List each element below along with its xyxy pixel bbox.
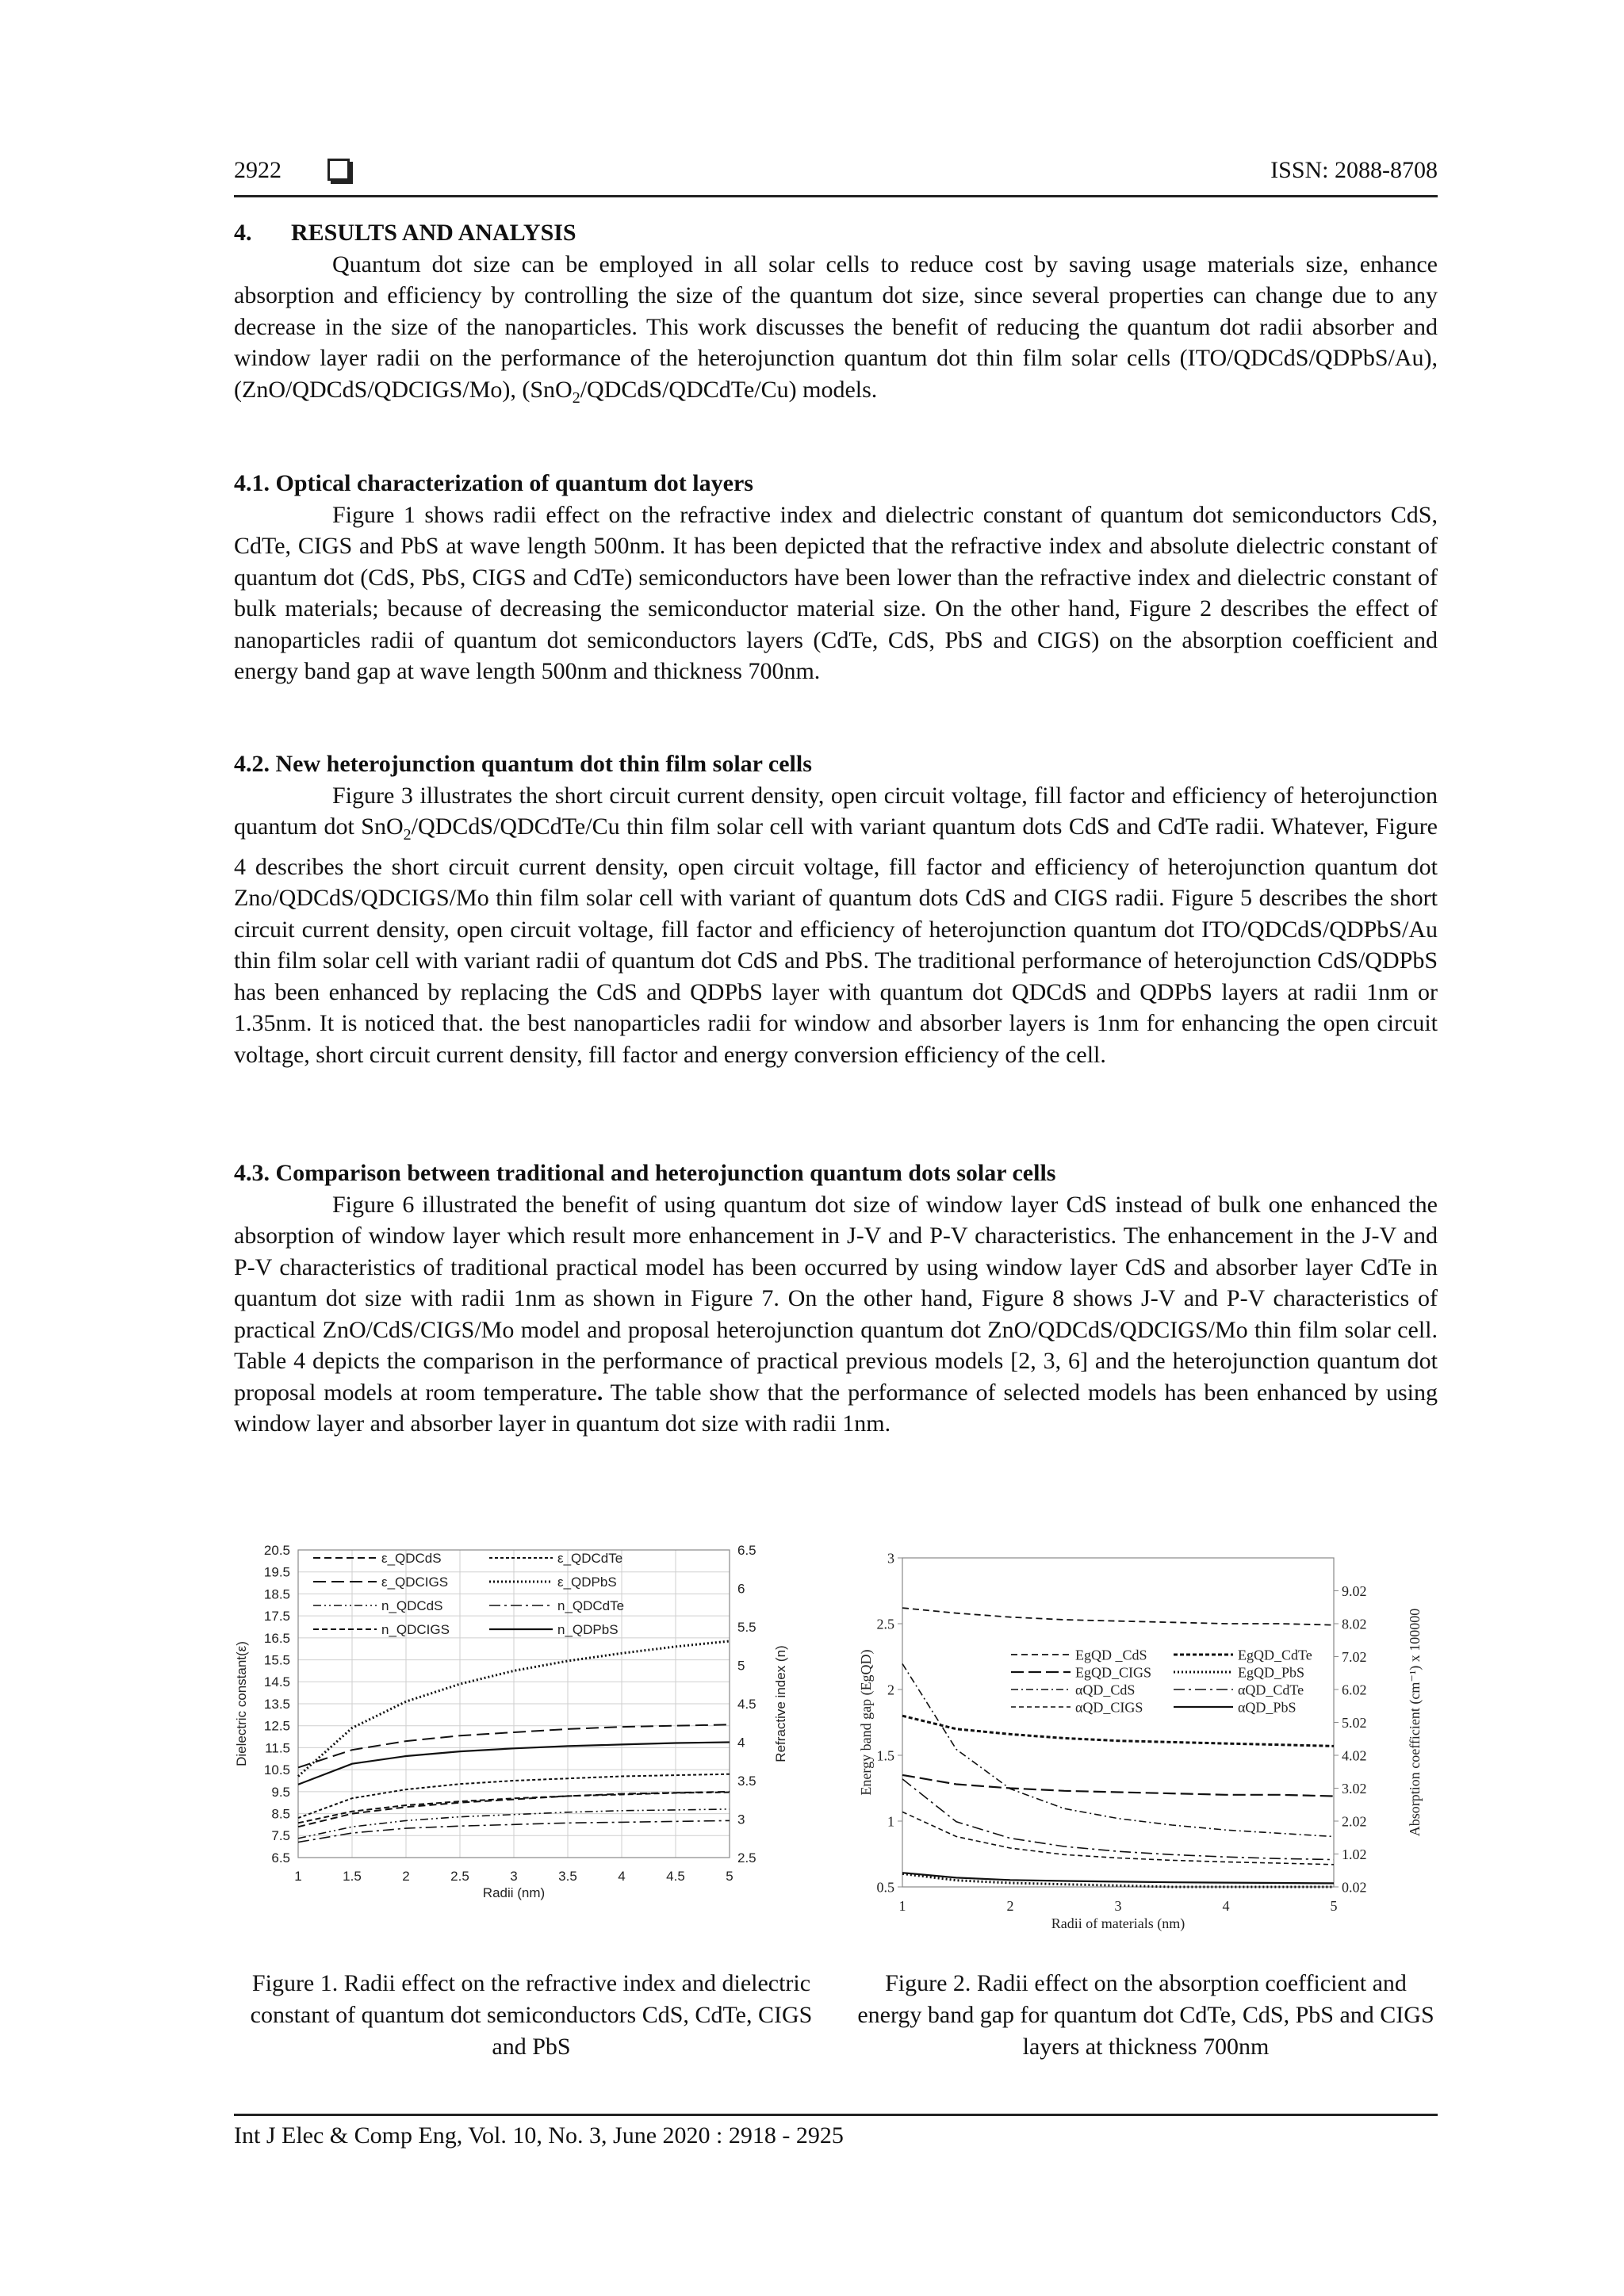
x-tick-label: 4 (1222, 1898, 1230, 1914)
legend-label: EgQD_CIGS (1075, 1664, 1152, 1681)
section-4-3-paragraph: Figure 6 illustrated the benefit of using quantum dot size of window layer CdS instead of bulk one enhanced the absorption of window layer which result more enhancement in J-V and P-V characteristics. The enhancement in the J-V and P-V characteristics of traditional practical model has been occurred by using window layer CdS and absorber layer CdTe in quantum dot size with radii 1nm as shown in Figure 7. On the other hand, Figure 8 shows J-V and P-V characteristics of practical ZnO/CdS/CIGS/Mo model and proposal heterojunction quantum dot ZnO/QDCdS/QDCIGS/Mo thin film solar cell. Table 4 depicts the comparison in the performance of practical previous models [2, 3, 6] and the heterojunction quantum dot proposal models at room temperature. The table show that the performance of selected models has been enhanced by using window layer and absorber layer in quantum dot size with radii 1nm. (234, 1191, 1438, 1437)
x-tick-label: 5 (726, 1869, 733, 1884)
y-tick-label: 9.5 (271, 1784, 290, 1800)
x-tick-label: 4 (618, 1869, 626, 1884)
section-4-1-paragraph: Figure 1 shows radii effect on the refractive index and dielectric constant of quantum dot semiconductors CdS, CdTe, CIGS and PbS at wave length 500nm. It has been depicted that the refractive index and absolute dielectric constant of quantum dot (CdS, PbS, CIGS and CdTe) semiconductors have been lower than the refractive index and dielectric constant of bulk materials; because of decreasing the semiconductor material size. On the other hand, Figure 2 describes the effect of nanoparticles radii of quantum dot semiconductors layers (CdTe, CdS, PbS and CIGS) on the absorption coefficient and energy band gap at wave length 500nm and thickness 700nm. (234, 501, 1438, 684)
x-tick-label: 2 (1006, 1898, 1014, 1914)
y-tick-label: 1 (887, 1813, 894, 1830)
y-axis-title: Energy band gap (EgQD) (858, 1649, 874, 1796)
legend-label: αQD_PbS (1238, 1699, 1297, 1716)
y2-axis-title: Absorption coefficient (cm⁻¹) x 100000 (1407, 1608, 1423, 1837)
legend-label: n_QDPbS (557, 1621, 619, 1637)
x-tick-label: 4.5 (666, 1869, 685, 1884)
y-axis-title: Dielectric constant(ε) (234, 1641, 249, 1766)
x-axis-title: Radii of materials (nm) (1051, 1915, 1185, 1931)
y2-tick-label: 8.02 (1342, 1616, 1367, 1632)
y-tick-label: 10.5 (263, 1762, 290, 1778)
y-tick-label: 1.5 (876, 1747, 894, 1764)
y2-tick-label: 4 (737, 1735, 745, 1751)
y2-tick-label: 4.5 (737, 1696, 756, 1712)
y-tick-label: 2.5 (876, 1616, 894, 1632)
x-tick-label: 1.5 (343, 1869, 362, 1884)
series-line (902, 1716, 1334, 1746)
section-4-2 (234, 748, 1438, 1070)
y2-tick-label: 3.5 (737, 1773, 756, 1789)
y-tick-label: 8.5 (271, 1806, 290, 1822)
y-tick-label: 20.5 (263, 1542, 290, 1558)
x-tick-label: 1 (294, 1869, 302, 1884)
y2-tick-label: 7.02 (1342, 1648, 1367, 1665)
legend-label: n_QDCdS (381, 1598, 443, 1613)
running-footer: Int J Elec & Comp Eng, Vol. 10, No. 3, June 2020 : 2918 - 2925 (234, 2114, 1438, 2149)
y-tick-label: 16.5 (263, 1630, 290, 1646)
y-tick-label: 19.5 (263, 1564, 290, 1580)
y-tick-label: 15.5 (263, 1652, 290, 1668)
series-line (902, 1812, 1334, 1864)
section-4-1 (234, 468, 1438, 687)
legend-label: ε_QDCIGS (381, 1574, 449, 1590)
y-tick-label: 7.5 (271, 1828, 290, 1844)
y2-tick-label: 2.5 (737, 1850, 756, 1866)
figure-1-chart (230, 1534, 848, 1938)
legend-label: n_QDCIGS (381, 1621, 450, 1637)
x-tick-label: 2.5 (450, 1869, 469, 1884)
y2-tick-label: 6.5 (737, 1542, 756, 1558)
section-4-2-paragraph: Figure 3 illustrates the short circuit current density, open circuit voltage, fill factor and efficiency of heterojunction quantum dot SnO$_2$/QDCdS/QDCdTe/Cu thin film solar cell with variant quantum dots CdS and CdTe radii. Whatever, Figure 4 describes the short circuit current density, open circuit voltage, fill factor and efficiency of heterojunction quantum dot Zno/QDCdS/QDCIGS/Mo thin film solar cell with variant of quantum dots CdS and CIGS radii. Figure 5 describes the short circuit current density, open circuit voltage, fill factor and efficiency of heterojunction quantum dot ITO/QDCdS/QDPbS/Au thin film solar cell with variant radii of quantum dot CdS and PbS. The traditional performance of heterojunction CdS/QDPbS has been enhanced by replacing the CdS and QDPbS layer with quantum dot QDCdS and QDPbS layers at radii 1nm or 1.35nm. It is noticed that. the best nanoparticles radii for window and absorber layers is 1nm for enhancing the open circuit voltage, short circuit current density, fill factor and energy conversion efficiency of the cell. (234, 782, 1438, 1068)
y2-tick-label: 5.02 (1342, 1714, 1367, 1731)
x-tick-label: 2 (402, 1869, 410, 1884)
y2-tick-label: 4.02 (1342, 1747, 1367, 1764)
square-icon (327, 159, 350, 181)
section-4-3 (234, 1158, 1438, 1440)
series-line (902, 1779, 1334, 1860)
section-heading: 4. RESULTS AND ANALYSIS (234, 220, 576, 246)
y-tick-label: 11.5 (265, 1740, 290, 1756)
y-tick-label: 17.5 (263, 1609, 290, 1624)
legend-label: αQD_CdS (1075, 1682, 1136, 1698)
x-axis-title: Radii (nm) (482, 1885, 546, 1900)
legend-label: EgQD_PbS (1238, 1664, 1305, 1681)
x-tick-label: 3 (1114, 1898, 1122, 1914)
series-line (902, 1873, 1334, 1883)
legend-label: ε_QDPbS (557, 1574, 617, 1590)
y2-tick-label: 6 (737, 1581, 745, 1597)
legend-label: EgQD_CdTe (1238, 1647, 1312, 1663)
legend-label: EgQD _CdS (1075, 1647, 1147, 1663)
y-tick-label: 0.5 (876, 1879, 894, 1896)
y-tick-label: 6.5 (271, 1850, 290, 1866)
legend-label: ε_QDCdS (381, 1550, 442, 1566)
page-number: 2922 (234, 157, 282, 183)
subsection-heading: 4.2. New heterojunction quantum dot thin film solar cells (234, 751, 812, 777)
plot-frame (902, 1558, 1334, 1887)
y2-tick-label: 0.02 (1342, 1879, 1367, 1896)
y2-tick-label: 6.02 (1342, 1682, 1367, 1698)
y-tick-label: 18.5 (263, 1586, 290, 1602)
y-tick-label: 2 (887, 1682, 894, 1698)
running-header (234, 155, 1438, 197)
legend-label: n_QDCdTe (557, 1598, 625, 1613)
section-4-paragraph: Quantum dot size can be employed in all solar cells to reduce cost by saving usage materials size, enhance absorption and efficiency by controlling the size of the quantum dot size, since several properties can change due to any decrease in the size of the nanoparticles. This work discusses the benefit of reducing the quantum dot radii absorber and window layer radii on the performance of the heterojunction quantum dot thin film solar cells (ITO/QDCdS/QDPbS/Au), (ZnO/QDCdS/QDCIGS/Mo), (SnO$_2$/QDCdS/QDCdTe/Cu) models. (234, 251, 1438, 407)
y2-tick-label: 1.02 (1342, 1846, 1367, 1862)
y2-tick-label: 3.02 (1342, 1780, 1367, 1797)
x-tick-label: 5 (1330, 1898, 1338, 1914)
y2-tick-label: 3 (737, 1812, 745, 1827)
y2-tick-label: 5.5 (737, 1619, 756, 1635)
y-tick-label: 14.5 (263, 1674, 290, 1690)
x-tick-label: 3 (510, 1869, 518, 1884)
y-tick-label: 13.5 (263, 1696, 290, 1712)
series-line (902, 1608, 1334, 1625)
subsection-heading: 4.1. Optical characterization of quantum dot layers (234, 470, 753, 496)
legend-label: ε_QDCdTe (557, 1550, 623, 1566)
section-4 (234, 217, 1438, 414)
legend-label: αQD_CdTe (1238, 1682, 1304, 1698)
figure-1-caption: Figure 1. Radii effect on the refractive index and dielectric constant of quantum dot semiconductors CdS, CdTe, CIGS and PbS (250, 1970, 813, 2060)
y2-tick-label: 2.02 (1342, 1813, 1367, 1830)
y-tick-label: 12.5 (263, 1718, 290, 1734)
figure-2-caption: Figure 2. Radii effect on the absorption coefficient and energy band gap for quantum dot CdTe, CdS, PbS and CIGS layers at thickness 700nm (857, 1970, 1434, 2060)
legend-label: αQD_CIGS (1075, 1699, 1143, 1716)
issn: ISSN: 2088-8708 (1270, 157, 1438, 183)
series-line (902, 1775, 1334, 1797)
figure-2-chart (848, 1534, 1451, 1938)
series-line (902, 1873, 1334, 1887)
x-tick-label: 3.5 (558, 1869, 577, 1884)
y2-tick-label: 9.02 (1342, 1582, 1367, 1599)
y2-tick-label: 5 (737, 1658, 745, 1674)
y-tick-label: 3 (887, 1550, 894, 1567)
y2-axis-title: Refractive index (n) (773, 1645, 788, 1762)
subsection-heading: 4.3. Comparison between traditional and heterojunction quantum dots solar cells (234, 1160, 1056, 1186)
x-tick-label: 1 (898, 1898, 906, 1914)
